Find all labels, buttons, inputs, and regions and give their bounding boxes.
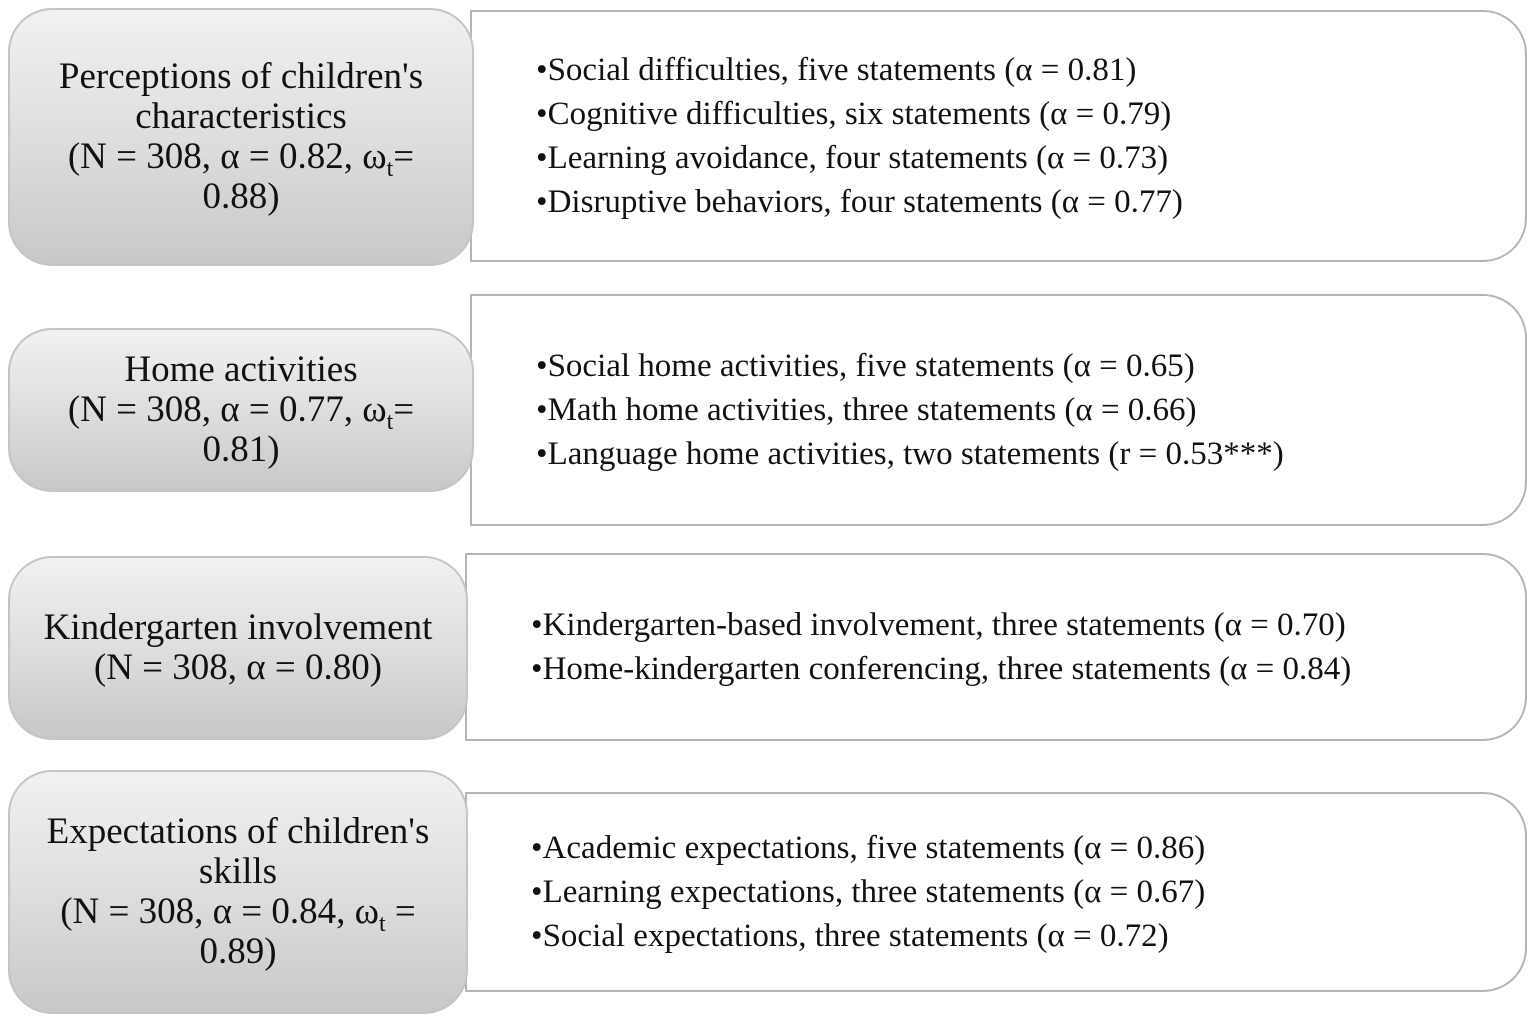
category-box-home-activities [8, 328, 474, 492]
category-title-line: Perceptions of children's [58, 56, 424, 97]
category-stats-tail: 0.81) [202, 429, 280, 470]
category-stats-tail: 0.88) [202, 176, 280, 217]
category-box-kindergarten [8, 556, 468, 740]
detail-box-perceptions [470, 10, 1527, 262]
category-title-line: Kindergarten involvement [43, 607, 433, 648]
category-box-perceptions [8, 8, 474, 266]
detail-box-home-activities [470, 294, 1527, 526]
list-item: • Language home activities, two statements (r = 0.53***) [536, 432, 1525, 476]
list-item: • Cognitive difficulties, six statements (α = 0.79) [536, 92, 1525, 136]
list-item: • Social home activities, five statements (α = 0.65) [536, 344, 1525, 388]
category-title-line: Home activities [124, 349, 358, 390]
category-stats-tail: 0.89) [199, 931, 277, 972]
category-stats: (N = 308, α = 0.77, $\omega_t=$ [67, 389, 415, 435]
list-item: • Disruptive behaviors, four statements (α = 0.77) [536, 180, 1525, 224]
category-stats: (N = 308, α = 0.84, $\omega_t$ = [60, 891, 416, 937]
category-title-line: characteristics [135, 96, 347, 137]
detail-box-kindergarten [465, 553, 1527, 741]
category-box-expectations [8, 770, 468, 1014]
category-title-line: Expectations of children's [46, 811, 430, 852]
list-item: • Math home activities, three statements (α = 0.66) [536, 388, 1525, 432]
list-item: • Home-kindergarten conferencing, three statements (α = 0.84) [531, 647, 1525, 691]
category-stats: (N = 308, α = 0.80) [93, 647, 383, 688]
list-item: • Academic expectations, five statements (α = 0.86) [531, 826, 1525, 870]
list-item: • Social difficulties, five statements (α = 0.81) [536, 48, 1525, 92]
detail-box-expectations [465, 792, 1527, 992]
list-item: • Social expectations, three statements (α = 0.72) [531, 914, 1525, 958]
category-title-line: skills [198, 851, 278, 892]
category-stats: (N = 308, α = 0.82, $\omega_t=$ [67, 136, 415, 182]
list-item: • Learning avoidance, four statements (α = 0.73) [536, 136, 1525, 180]
list-item: • Kindergarten-based involvement, three statements (α = 0.70) [531, 603, 1525, 647]
list-item: • Learning expectations, three statements (α = 0.67) [531, 870, 1525, 914]
